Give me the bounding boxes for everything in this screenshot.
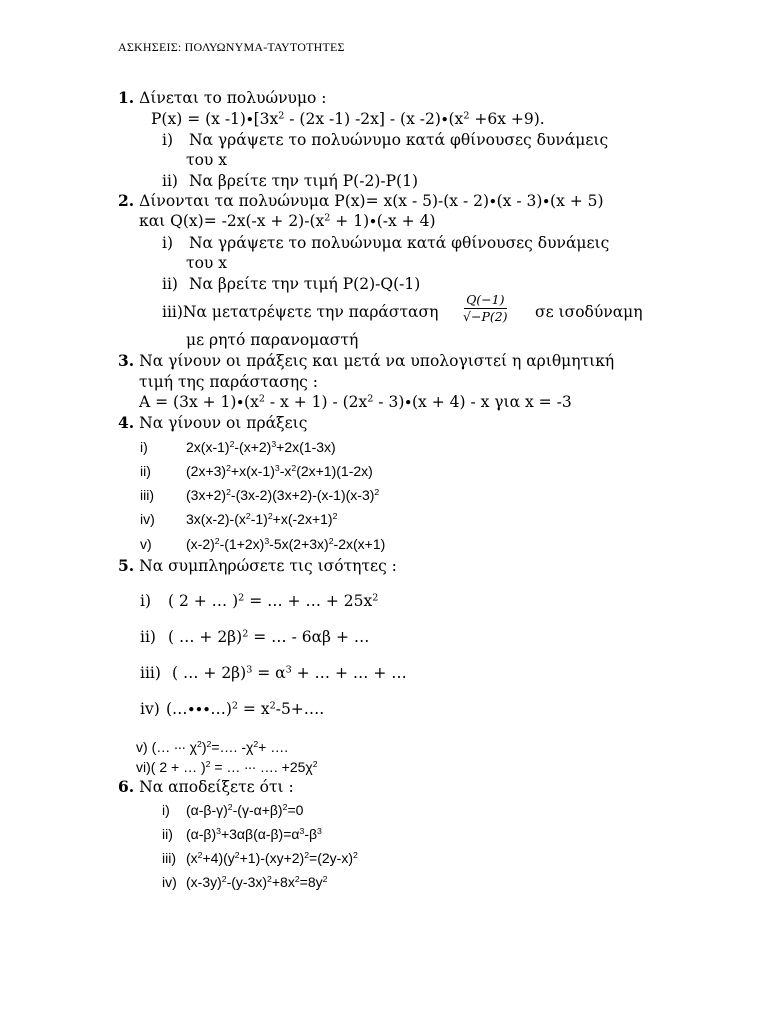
exercise-2-item-iii-tail: σε ισοδύναμη [535, 303, 643, 321]
exercise-4-item-ii: ii) $(2x+3)^2+x(x-1)^3-x^2(2x+1)(1-2x)$ [140, 463, 373, 479]
exercise-6-item-i: i) $(\alpha-\beta-\gamma)^2-(\gamma-\alpha+\beta)^2=0$ [162, 802, 304, 818]
exercise-2-line-1: 2. Δίνονται τα πολυώνυμα P(x)= x(x - 5)-(x - 2)∙(x - 3)∙(x + 5) [118, 191, 604, 210]
fraction-denominator: √−P(2) [463, 309, 508, 324]
exercise-2-line-2: και $Q(x)= -2x(-x + 2)-(x^2 + 1)\cdot(-x + 4)$ [139, 212, 436, 230]
fraction-numerator: Q(−1) [466, 292, 505, 307]
exercise-1-item-i-cont: του x [186, 151, 227, 169]
exercise-5-item-i: i) ( 2 + … )$^2$ = … + … + $25x^2$ [140, 592, 379, 610]
exercise-6-item-iv: iv) $(x-3y)^2-(y-3x)^2+8x^2=8y^2$ [162, 874, 328, 890]
exercise-1-item-i: i) Να γράψετε το πολυώνυμο κατά φθίνουσες δυνάμεις [162, 131, 609, 149]
exercise-2-item-ii: ii) Να βρείτε την τιμή P(2)-Q(-1) [162, 275, 421, 293]
exercise-5-item-ii: ii) ( … + 2β)$^2$ = … - 6αβ + … [140, 628, 370, 646]
exercise-2-item-iii-cont: με ρητό παρανομαστή [186, 331, 359, 349]
exercise-4-item-iv: iv) $3x(x-2)-(x^2-1)^2+x(-2x+1)^2$ [140, 511, 338, 527]
exercise-3-expression: $A = (3x + 1)\cdot(x^2 - x + 1) - (2x^2 - 3)\cdot(x + 4) - x$ για x = -3 [139, 393, 572, 411]
exercise-4-intro: 4. Να γίνουν οι πράξεις [118, 413, 308, 432]
exercise-3-line-2: τιμή της παράστασης : [139, 373, 318, 391]
exercise-1-item-ii: ii) Να βρείτε την τιμή P(-2)-P(1) [162, 172, 419, 190]
exercise-4-item-i: i) $2x(x-1)^2-(x+2)^3+2x(1-3x)$ [140, 439, 336, 455]
exercise-2-item-iii: iii)Να μετατρέψετε την παράσταση [162, 303, 439, 321]
exercise-5-intro: 5. Να συμπληρώσετε τις ισότητες : [118, 556, 397, 575]
exercise-4-item-iii: iii) $(3x+2)^2-(3x-2)(3x+2)-(x-1)(x-3)^2$ [140, 487, 380, 503]
exercise-5-item-iv: iv) (…∙∙∙…)$^2$ = $x^2-5+\dots$. [140, 700, 325, 718]
exercise-2-item-i: i) Να γράψετε το πολυώνυμα κατά φθίνουσες δυνάμεις [162, 234, 610, 252]
exercise-3-line-1: 3. Να γίνουν οι πράξεις και μετά να υπολογιστεί η αριθμητική [118, 351, 615, 370]
exercise-6-item-ii: ii) $(\alpha-\beta)^3+3\alpha\beta(\alpha-\beta)=\alpha^3-\beta^3$ [162, 826, 322, 842]
worksheet-header: ΑΣΚΗΣΕΙΣ: ΠΟΛΥΩΝΥΜΑ-ΤΑΥΤΟΤΗΤΕΣ [118, 40, 345, 54]
exercise-4-item-v: v) $(x-2)^2-(1+2x)^3-5x(2+3x)^2-2x(x+1)$ [140, 536, 386, 552]
exercise-6-item-iii: iii) $(x^2+4)(y^2+1)-(xy+2)^2=(2y-x)^2$ [162, 850, 358, 866]
exercise-5-item-iii: iii) ( … + $2\beta)^3 = \alpha^3$ + … + … + … [140, 664, 407, 682]
exercise-2-item-i-cont: του x [186, 254, 227, 272]
exercise-1-intro: 1. Δίνεται το πολυώνυμο : [118, 88, 327, 107]
exercise-6-intro: 6. Να αποδείξετε ότι : [118, 777, 294, 796]
exercise-5-item-vi: vi)( 2 + … )$^2$ = … ∙∙∙ …. $+25\chi^2$ [136, 759, 318, 775]
exercise-5-item-v: v) (… ∙∙∙ $\chi^2)^2=\dots$. $-\chi^2+$ …. [136, 739, 289, 755]
exercise-1-polynomial: P(x) = (x $-1)\cdot[3x^2 - (2x$ -1) -2x] - (x $-2)\cdot(x^2 +6x +9)$. [151, 110, 545, 128]
fraction-expression [463, 293, 508, 324]
